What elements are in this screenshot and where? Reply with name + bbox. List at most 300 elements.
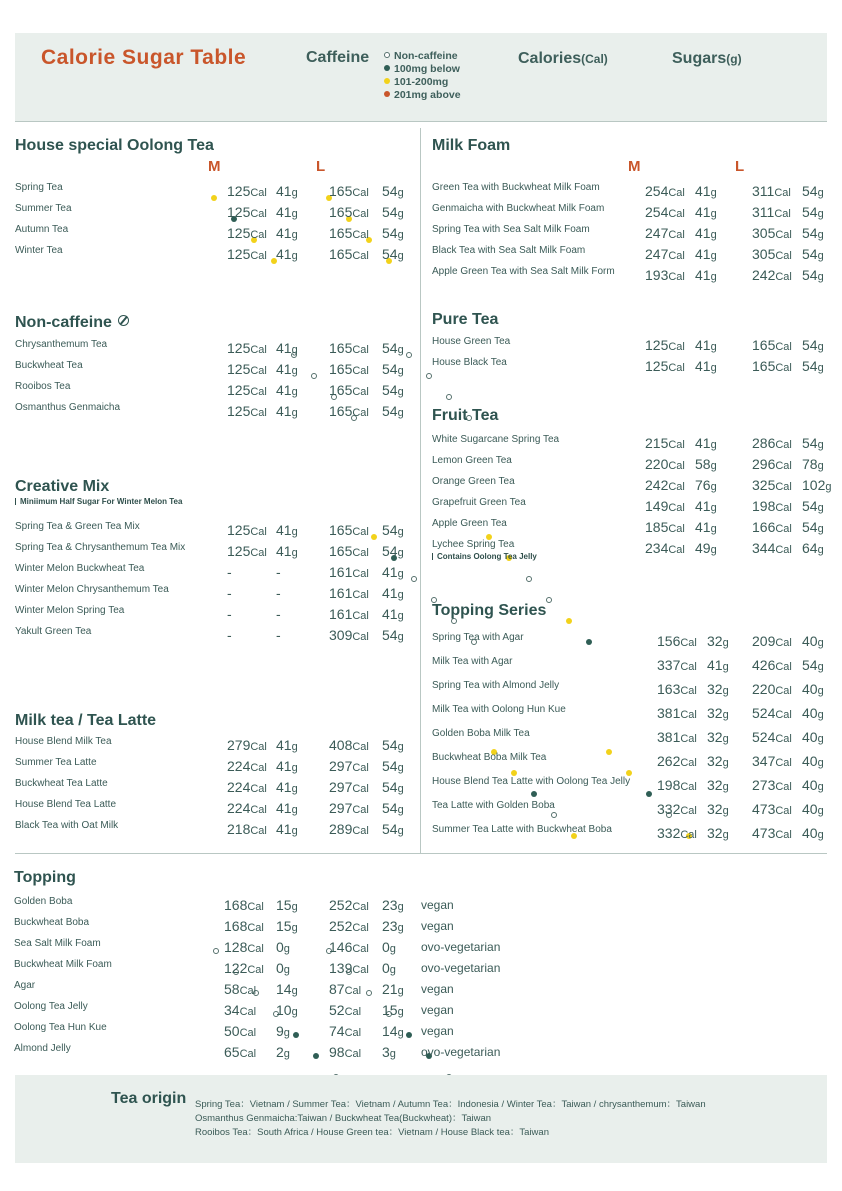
sugar-value [695, 358, 717, 374]
sugar-value [695, 204, 717, 220]
sugar-unit: g [817, 757, 824, 769]
calorie-value [752, 225, 792, 241]
calorie-value [645, 246, 685, 262]
item-name: Autumn Tea [15, 224, 69, 235]
sugar-number: 41 [276, 340, 292, 356]
calorie-unit: Cal [250, 783, 267, 795]
sugar-value [707, 777, 729, 793]
sugar-value [707, 729, 729, 745]
sugar-number: 32 [707, 705, 723, 721]
calorie-number: 198 [752, 498, 776, 514]
sugar-value [276, 981, 298, 997]
calorie-value [645, 456, 685, 472]
calorie-value [645, 183, 685, 199]
item-name: Lemon Green Tea [432, 455, 512, 466]
calorie-value [329, 800, 369, 816]
item-name: Winter Melon Buckwheat Tea [15, 563, 145, 574]
calorie-number: 125 [227, 382, 251, 398]
item-name: Spring Tea with Agar [432, 632, 524, 643]
calorie-value [657, 825, 697, 841]
calorie-value [645, 498, 685, 514]
sugar-number: 41 [276, 403, 292, 419]
sugar-value [276, 918, 298, 934]
sugar-value [276, 960, 290, 976]
sugar-unit: g [817, 362, 824, 374]
sugar-value [276, 897, 298, 913]
sugar-unit: g [291, 901, 298, 913]
calorie-value [329, 939, 369, 955]
sugar-number: 32 [707, 777, 723, 793]
sugar-unit: g [397, 1006, 404, 1018]
calorie-number: 247 [645, 225, 669, 241]
diet-label: ovo-vegetarian [421, 961, 501, 975]
calorie-value [329, 627, 369, 643]
sugar-unit: g [817, 661, 824, 673]
calorie-unit: Cal [352, 208, 369, 220]
note-marker [432, 553, 433, 560]
sugar-value [382, 779, 404, 795]
caffeine-dot [511, 770, 517, 776]
sugar-unit: g [817, 460, 824, 472]
calorie-value [329, 585, 369, 601]
item-name: Winter Tea [15, 245, 63, 256]
sugar-value [695, 477, 717, 493]
sugar-unit: g [722, 709, 729, 721]
sugar-value [382, 981, 404, 997]
sugar-unit: g [397, 547, 404, 559]
sugar-number: 32 [707, 729, 723, 745]
sugar-number: 41 [382, 564, 398, 580]
section-title-pure-tea [432, 311, 498, 329]
calorie-value [645, 337, 685, 353]
sugar-number: 54 [802, 183, 818, 199]
sugar-unit: g [817, 439, 824, 451]
sugar-unit: g [291, 386, 298, 398]
calorie-value [752, 633, 792, 649]
calorie-unit: Cal [247, 922, 264, 934]
calorie-number: 297 [329, 779, 353, 795]
sugar-number: 41 [276, 361, 292, 377]
calorie-unit: Cal [680, 637, 697, 649]
calorie-number: 325 [752, 477, 776, 493]
item-name: Milk Tea with Oolong Hun Kue [432, 704, 566, 715]
sugar-unit: g [397, 208, 404, 220]
sugar-number: 40 [802, 777, 818, 793]
calorie-value [224, 960, 264, 976]
sugar-value [382, 939, 396, 955]
calorie-value [227, 737, 267, 753]
sugar-value [382, 918, 404, 934]
size-label-m: M [628, 158, 641, 175]
calorie-value [329, 821, 369, 837]
calorie-unit: Cal [680, 685, 697, 697]
sugar-value [382, 897, 404, 913]
sugar-value [276, 204, 298, 220]
sugar-number: 32 [707, 633, 723, 649]
sugar-number: 41 [276, 758, 292, 774]
calorie-number: 98 [329, 1044, 345, 1060]
sugar-value [382, 403, 404, 419]
sugar-number: 41 [276, 821, 292, 837]
sugar-unit: g [291, 804, 298, 816]
calorie-value [227, 821, 267, 837]
calorie-value [329, 361, 369, 377]
calorie-unit: Cal [775, 341, 792, 353]
calorie-number: 146 [329, 939, 353, 955]
caffeine-legend [384, 50, 461, 102]
item-name: Apple Green Tea with Sea Salt Milk Form [432, 266, 615, 277]
calorie-value [657, 633, 697, 649]
sugar-unit: g [722, 757, 729, 769]
calorie-number: 125 [645, 337, 669, 353]
calorie-value [752, 519, 792, 535]
sugar-unit: g [291, 762, 298, 774]
calorie-number: 524 [752, 729, 776, 745]
section-title-milk-tea [15, 712, 156, 730]
sugar-number: 54 [382, 821, 398, 837]
item-name: Almond Jelly [14, 1043, 71, 1054]
size-label-l: L [735, 158, 745, 175]
calorie-unit: Cal [247, 943, 264, 955]
calorie-value [224, 918, 264, 934]
item-name: Spring Tea [15, 182, 63, 193]
caffeine-heading: Caffeine [306, 49, 370, 66]
calorie-value [329, 403, 369, 419]
sugar-unit: g [291, 985, 298, 997]
sugar-value [276, 382, 298, 398]
calorie-value [752, 753, 792, 769]
calorie-unit: Cal [668, 460, 685, 472]
calorie-unit: Cal [680, 661, 697, 673]
sugar-number: 41 [276, 183, 292, 199]
calorie-unit: Cal [775, 757, 792, 769]
sugar-number: - [276, 627, 281, 643]
sugar-value [276, 606, 281, 622]
sugar-number: 54 [382, 183, 398, 199]
calorie-number: 279 [227, 737, 251, 753]
legend-dot [384, 52, 390, 58]
calorie-number: 74 [329, 1023, 345, 1039]
calorie-number: 125 [227, 246, 251, 262]
item-name: Chrysanthemum Tea [15, 339, 108, 350]
calorie-value [227, 246, 267, 262]
item-name: Milk Tea with Agar [432, 656, 513, 667]
calorie-number: 168 [224, 918, 248, 934]
sugar-value [707, 681, 729, 697]
sugar-number: 21 [382, 981, 398, 997]
sugar-number: 54 [802, 435, 818, 451]
sugar-number: 0 [382, 939, 390, 955]
calorie-unit: Cal [352, 568, 369, 580]
sugar-number: 41 [276, 382, 292, 398]
section-title-milk-foam [432, 137, 510, 155]
calorie-number: 125 [227, 204, 251, 220]
calorie-value [224, 939, 264, 955]
calorie-value [329, 522, 369, 538]
sugar-number: 32 [707, 825, 723, 841]
caffeine-dot [626, 770, 632, 776]
calorie-number: 166 [752, 519, 776, 535]
calorie-unit: Cal [352, 610, 369, 622]
calorie-number: - [227, 606, 232, 622]
calorie-number: 163 [657, 681, 681, 697]
calorie-number: 305 [752, 225, 776, 241]
sugar-unit: g [283, 964, 290, 976]
sugar-number: 14 [382, 1023, 398, 1039]
calorie-unit: Cal [250, 741, 267, 753]
sugar-unit: g [397, 344, 404, 356]
calorie-unit: Cal [352, 943, 369, 955]
calorie-number: 254 [645, 204, 669, 220]
calorie-number: - [227, 585, 232, 601]
item-name: Tea Latte with Golden Boba [432, 800, 555, 811]
calorie-number: 165 [329, 382, 353, 398]
sugar-number: 54 [802, 204, 818, 220]
calorie-number: 128 [224, 939, 248, 955]
sugar-number: 54 [802, 246, 818, 262]
calorie-value [329, 382, 369, 398]
section-title-fruit-tea [432, 407, 498, 425]
sugar-unit: g [817, 685, 824, 697]
sugar-unit: g [291, 547, 298, 559]
calorie-value [329, 737, 369, 753]
sugar-value [382, 737, 404, 753]
calorie-number: 165 [329, 246, 353, 262]
sugar-number: 41 [695, 337, 711, 353]
sugar-number: 54 [382, 522, 398, 538]
diet-label: vegan [421, 982, 454, 996]
sugar-number: 40 [802, 705, 818, 721]
item-name: Summer Tea Latte with Buckwheat Boba [432, 824, 612, 835]
calorie-number: 165 [329, 543, 353, 559]
calorie-unit: Cal [352, 922, 369, 934]
calorie-value [645, 540, 685, 556]
sugar-value [695, 540, 717, 556]
sugar-value [382, 522, 404, 538]
section-title-text: Topping [14, 869, 76, 886]
sugar-number: 54 [382, 382, 398, 398]
sugar-unit: g [817, 733, 824, 745]
item-name: Summer Tea [15, 203, 72, 214]
sugar-number: 54 [382, 758, 398, 774]
sugar-value [276, 225, 298, 241]
sugar-value [382, 246, 404, 262]
calorie-unit: Cal [352, 344, 369, 356]
sugar-unit: g [710, 208, 717, 220]
sugar-value [382, 204, 404, 220]
calorie-number: 165 [752, 358, 776, 374]
sugar-value [382, 543, 404, 559]
calorie-unit: Cal [239, 985, 257, 997]
sugar-unit: g [817, 229, 824, 241]
calorie-number: 524 [752, 705, 776, 721]
sugar-value [276, 1023, 290, 1039]
calorie-unit: Cal [352, 783, 369, 795]
sugar-value [276, 361, 298, 377]
calorie-number: 224 [227, 800, 251, 816]
calorie-unit: Cal [352, 407, 369, 419]
sugar-number: 41 [695, 519, 711, 535]
calorie-value [224, 1002, 256, 1018]
sugar-unit: g [817, 271, 824, 283]
sugar-value [382, 627, 404, 643]
sugar-number: 54 [382, 737, 398, 753]
calorie-unit: Cal [352, 365, 369, 377]
sugar-value [695, 456, 717, 472]
calorie-value [752, 681, 792, 697]
calorie-unit: Cal [250, 407, 267, 419]
diet-label: vegan [421, 1003, 454, 1017]
sugar-value [382, 183, 404, 199]
sugar-value [695, 337, 717, 353]
calorie-value [657, 777, 697, 793]
caffeine-dot [406, 1032, 412, 1038]
sugar-value [802, 657, 824, 673]
calorie-unit: Cal [352, 187, 369, 199]
calorie-number: 65 [224, 1044, 240, 1060]
calorie-number: 224 [227, 758, 251, 774]
calorie-unit: Cal [668, 502, 685, 514]
calorie-unit: Cal [352, 825, 369, 837]
sugar-unit: g [817, 829, 824, 841]
sugar-number: 54 [802, 337, 818, 353]
calorie-number: 309 [329, 627, 353, 643]
calorie-number: 193 [645, 267, 669, 283]
sugar-value [276, 543, 298, 559]
calorie-unit: Cal [668, 544, 685, 556]
calorie-unit: Cal [680, 709, 697, 721]
calorie-value [329, 918, 369, 934]
calorie-unit: Cal [250, 386, 267, 398]
section-note [15, 497, 182, 506]
calorie-unit: Cal [239, 1027, 257, 1039]
sugar-value [802, 729, 824, 745]
calorie-number: 273 [752, 777, 776, 793]
sugar-value [695, 225, 717, 241]
sugar-number: 64 [802, 540, 818, 556]
sugar-number: 9 [276, 1023, 284, 1039]
calorie-number: 305 [752, 246, 776, 262]
calorie-number: 289 [329, 821, 353, 837]
diet-label: ovo-vegetarian [421, 940, 501, 954]
calorie-unit: Cal [352, 250, 369, 262]
calorie-unit: Cal [775, 685, 792, 697]
calorie-number: 165 [752, 337, 776, 353]
caffeine-dot [311, 373, 317, 379]
item-name: Black Tea with Oat Milk [15, 820, 119, 831]
sugar-number: 41 [695, 183, 711, 199]
sugar-number: 41 [276, 737, 292, 753]
calorie-unit: Cal [775, 502, 792, 514]
calorie-unit: Cal [352, 762, 369, 774]
calorie-unit: Cal [250, 825, 267, 837]
calorie-number: 168 [224, 897, 248, 913]
calorie-number: 247 [645, 246, 669, 262]
calorie-unit: Cal [775, 229, 792, 241]
sugar-number: - [276, 585, 281, 601]
sugar-unit: g [722, 781, 729, 793]
sugar-number: 54 [802, 225, 818, 241]
calorie-number: 125 [645, 358, 669, 374]
calorie-value [657, 657, 697, 673]
calorie-unit: Cal [250, 526, 267, 538]
sugar-value [802, 801, 824, 817]
calorie-unit: Cal [250, 229, 267, 241]
size-label-m: M [208, 158, 221, 175]
section-title-topping-series [432, 602, 546, 620]
sugar-unit: g [397, 250, 404, 262]
calorie-value [329, 204, 369, 220]
sugar-unit: g [710, 271, 717, 283]
sugar-unit: g [389, 943, 396, 955]
section-title-text: Milk Foam [432, 137, 511, 154]
item-name: Golden Boba [14, 896, 73, 907]
sugar-value [276, 939, 290, 955]
caffeine-dot [586, 639, 592, 645]
sugar-number: 41 [695, 246, 711, 262]
sugar-unit: g [817, 781, 824, 793]
item-name: Grapefruit Green Tea [432, 497, 526, 508]
sugar-value [276, 340, 298, 356]
sugar-number: 0 [276, 960, 284, 976]
sugar-number: 23 [382, 918, 398, 934]
sugar-number: 54 [382, 361, 398, 377]
calorie-unit: Cal [668, 250, 685, 262]
section-title-text: Non-caffeine [15, 314, 112, 331]
sugar-value [802, 456, 824, 472]
section-title-text: Topping Series [432, 602, 547, 619]
calorie-number: 220 [752, 681, 776, 697]
calorie-number: 185 [645, 519, 669, 535]
calorie-value [752, 705, 792, 721]
calorie-value [657, 729, 697, 745]
calorie-unit: Cal [668, 271, 685, 283]
item-name: White Sugarcane Spring Tea [432, 434, 560, 445]
calorie-value [329, 246, 369, 262]
sugar-number: 58 [695, 456, 711, 472]
caffeine-dot [366, 990, 372, 996]
sugar-number: 41 [276, 800, 292, 816]
sugar-value [276, 246, 298, 262]
calorie-unit: Cal [775, 709, 792, 721]
calorie-value [645, 477, 685, 493]
sugar-value [695, 519, 717, 535]
sugar-unit: g [291, 825, 298, 837]
calorie-unit: Cal [668, 341, 685, 353]
calorie-value [227, 403, 267, 419]
calorie-value [752, 729, 792, 745]
calorie-unit: Cal [250, 250, 267, 262]
calorie-number: 139 [329, 960, 353, 976]
section-title-text: Pure Tea [432, 311, 499, 328]
item-name: Oolong Tea Hun Kue [14, 1022, 107, 1033]
sugar-unit: g [817, 709, 824, 721]
calorie-value [227, 340, 267, 356]
sugar-value [382, 821, 404, 837]
calorie-number: 156 [657, 633, 681, 649]
calorie-number: 242 [752, 267, 776, 283]
calorie-unit: Cal [775, 523, 792, 535]
header-divider [15, 121, 827, 122]
calorie-number: 125 [227, 183, 251, 199]
sugar-unit: g [397, 741, 404, 753]
calorie-number: 297 [329, 800, 353, 816]
sugar-unit: g [710, 502, 717, 514]
sugar-number: 78 [802, 456, 818, 472]
calorie-value [752, 435, 792, 451]
calorie-value [227, 606, 232, 622]
item-name: Osmanthus Genmaicha [15, 402, 121, 413]
